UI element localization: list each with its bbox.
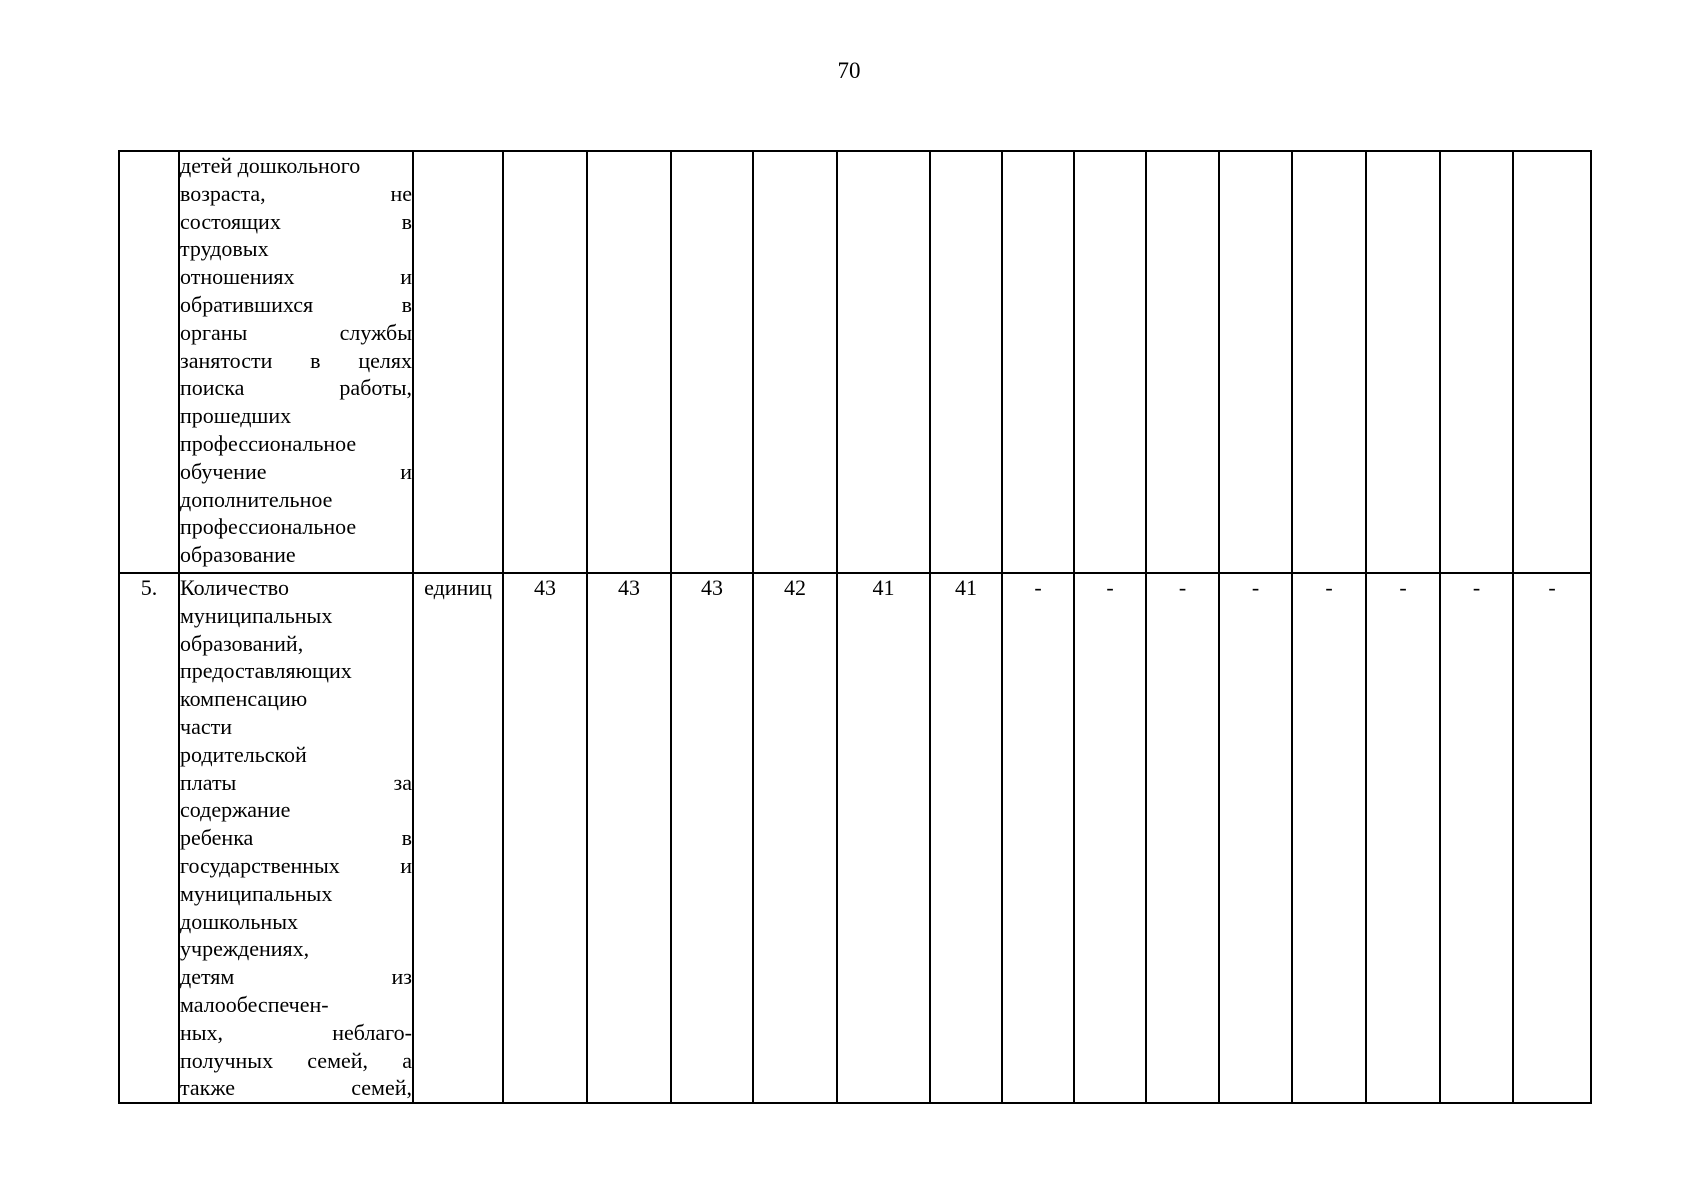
description-line: профессиональное xyxy=(180,430,357,456)
value-cell: 42 xyxy=(753,573,837,1103)
value-cell xyxy=(1440,151,1513,573)
value-cell: - xyxy=(1292,573,1366,1103)
description-line: образование xyxy=(180,542,296,568)
description-line: прошедших xyxy=(180,403,292,429)
table-body xyxy=(119,151,1591,1103)
value-cell xyxy=(1074,151,1146,573)
value-cell: - xyxy=(1219,573,1292,1103)
description-line: Количество xyxy=(180,575,290,600)
description-line: родительской xyxy=(180,741,307,767)
description-line: профессиональное xyxy=(180,514,357,540)
value-cell: - xyxy=(1366,573,1440,1103)
unit-cell xyxy=(413,151,503,573)
description-line: также семей, xyxy=(180,1075,412,1101)
description-line: предоставляющих xyxy=(180,658,352,684)
description-line: учреждениях, xyxy=(180,936,310,962)
description-line: детей дошкольного xyxy=(180,153,361,178)
page-number: 70 xyxy=(837,58,861,83)
description-line: содержание xyxy=(180,797,291,823)
description-line: муниципальных xyxy=(180,602,333,628)
value-cell: 43 xyxy=(587,573,671,1103)
value-cell xyxy=(930,151,1002,573)
indicator-description-cell xyxy=(179,573,413,1103)
value-cell: - xyxy=(1146,573,1219,1103)
value-cell xyxy=(837,151,930,573)
value-cell: - xyxy=(1074,573,1146,1103)
row-number-cell xyxy=(119,151,179,573)
table-row xyxy=(119,151,1591,573)
table-row xyxy=(119,573,1591,1103)
description-line: ребенка в xyxy=(180,825,412,851)
description-line: дошкольных xyxy=(180,908,298,934)
value-cell: - xyxy=(1513,573,1591,1103)
value-cell xyxy=(1146,151,1219,573)
description-line: состоящих в xyxy=(180,208,412,234)
description-line: малообеспечен- xyxy=(180,991,329,1017)
description-line: отношениях и xyxy=(180,264,412,290)
value-cell xyxy=(1513,151,1591,573)
description-line: дополнительное xyxy=(180,486,333,512)
value-cell: 43 xyxy=(671,573,753,1103)
description-line: поиска работы, xyxy=(180,375,412,401)
description-line: детям из xyxy=(180,964,412,990)
description-line: государственных и xyxy=(180,852,412,878)
value-cell: - xyxy=(1440,573,1513,1103)
value-cell xyxy=(671,151,753,573)
description-line: части xyxy=(180,713,232,739)
value-cell: 43 xyxy=(503,573,587,1103)
value-cell xyxy=(1002,151,1074,573)
description-line: возраста, не xyxy=(180,180,412,206)
description-line: платы за xyxy=(180,769,412,795)
description-line: компенсацию xyxy=(180,686,308,712)
indicator-table xyxy=(118,150,1592,1104)
value-cell xyxy=(1366,151,1440,573)
description-line: органы службы xyxy=(180,319,412,345)
value-cell xyxy=(503,151,587,573)
description-line: муниципальных xyxy=(180,880,333,906)
description-line: обучение и xyxy=(180,458,412,484)
description-line: ных, неблаго- xyxy=(180,1019,412,1045)
value-cell: 41 xyxy=(837,573,930,1103)
description-line: получных семей, а xyxy=(180,1047,412,1073)
value-cell: - xyxy=(1002,573,1074,1103)
value-cell xyxy=(1292,151,1366,573)
value-cell xyxy=(1219,151,1292,573)
description-line: трудовых xyxy=(180,236,269,262)
value-cell xyxy=(753,151,837,573)
description-line: занятости в целях xyxy=(180,347,412,373)
value-cell: 41 xyxy=(930,573,1002,1103)
row-number-cell: 5. xyxy=(119,573,179,1103)
description-line: образований, xyxy=(180,630,304,656)
description-line: обратившихся в xyxy=(180,291,412,317)
value-cell xyxy=(587,151,671,573)
indicator-description-cell xyxy=(179,151,413,573)
unit-cell: единиц xyxy=(413,573,503,1103)
